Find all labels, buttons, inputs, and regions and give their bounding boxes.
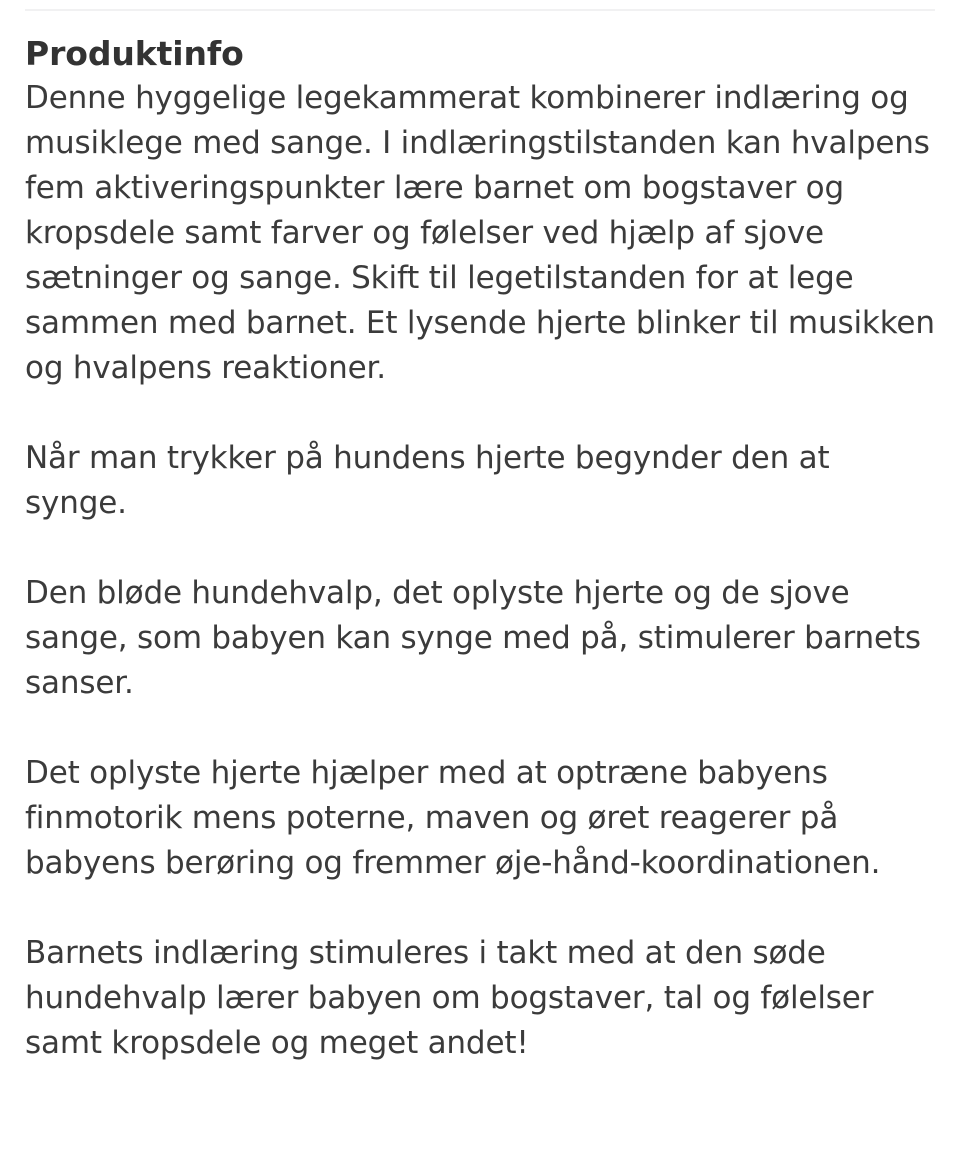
product-description-paragraph: Den bløde hundehvalp, det oplyste hjerte og de sjove sange, som babyen kan synge med på, stimulerer barnets sanser. (25, 575, 921, 701)
product-description-paragraph: Når man trykker på hundens hjerte begynder den at synge. (25, 440, 830, 521)
product-description-paragraph: Denne hyggelige legekammerat kombinerer indlæring og musiklege med sange. I indlæringstilstanden kan hvalpens fem aktiveringspunkter lære barnet om bogstaver og kropsdele samt farver og følelser ved hjælp af sjove sætninger og sange. Skift til legetilstanden for at lege sammen med barnet. Et lysende hjerte blinker til musikken og hvalpens reaktioner. (25, 80, 935, 386)
page-title: Produktinfo (25, 34, 244, 73)
product-description-paragraph: Barnets indlæring stimuleres i takt med at den søde hundehvalp lærer babyen om bogstaver, tal og følelser samt kropsdele og meget andet! (25, 935, 874, 1061)
product-description-paragraph: Det oplyste hjerte hjælper med at optræne babyens finmotorik mens poterne, maven og øret reagerer på babyens berøring og fremmer øje-hånd-koordinationen. (25, 755, 881, 881)
product-info-section (25, 0, 937, 1066)
